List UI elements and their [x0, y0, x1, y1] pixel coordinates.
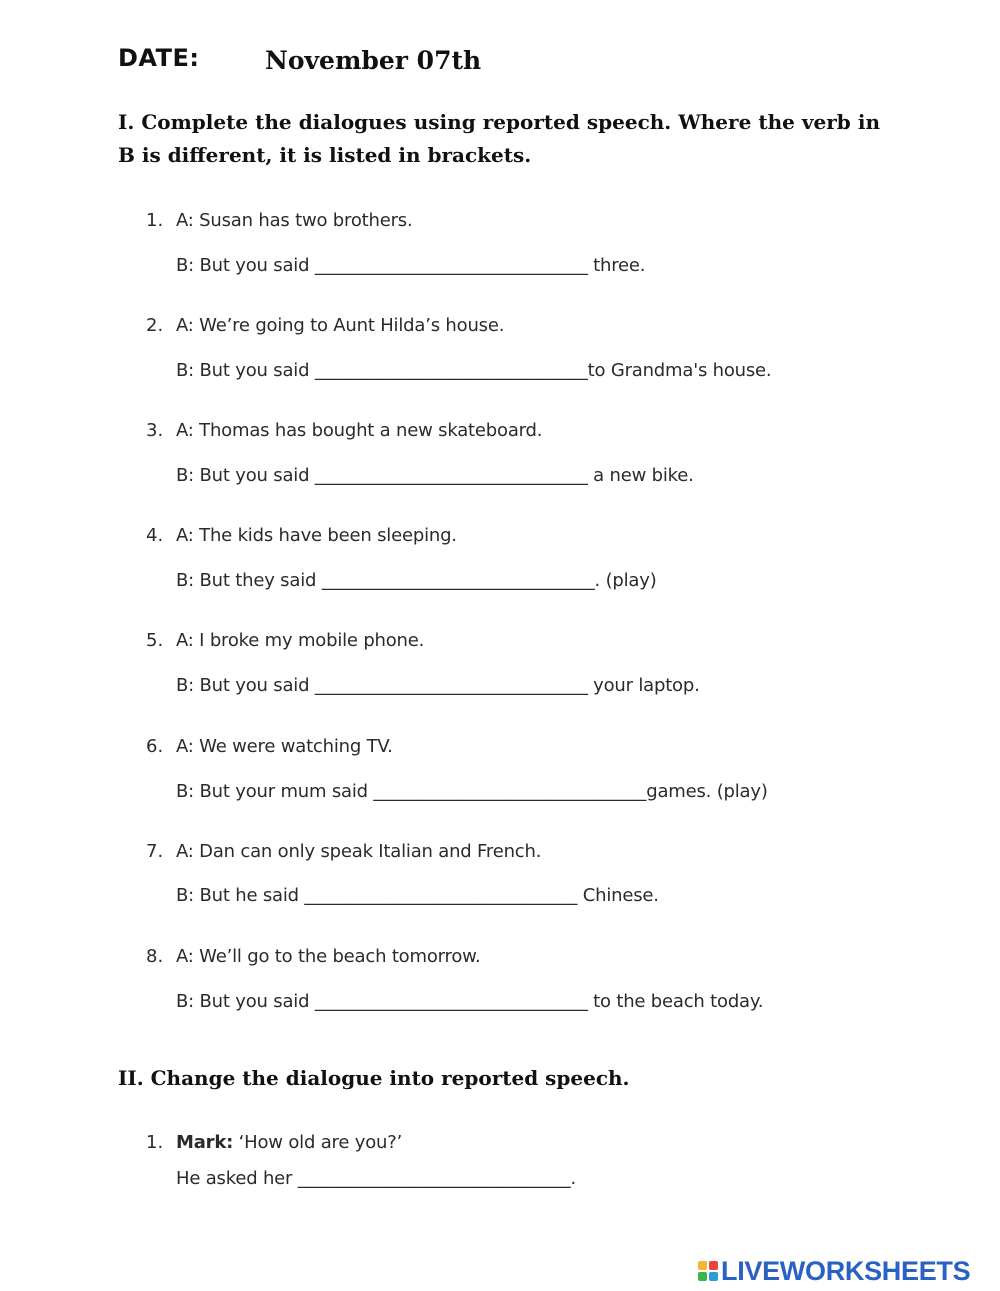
item-4-number: 4.	[146, 525, 164, 546]
item-5-number: 5.	[146, 630, 164, 651]
item-8-number: 8.	[146, 946, 164, 967]
item-1-line-b: B: But you said _______________________________ three.	[176, 255, 646, 276]
item-8-line-b: B: But you said _______________________________ to the beach today.	[176, 991, 764, 1012]
item-7-line-a: A: Dan can only speak Italian and French.	[176, 841, 542, 862]
liveworksheets-logo	[698, 1256, 970, 1286]
item-1-number: 1.	[146, 210, 164, 231]
item-6-line-b: B: But your mum said _______________________________games. (play)	[176, 781, 768, 802]
section-2-heading: II. Change the dialogue into reported speech.	[118, 1066, 630, 1090]
section-2-item-1-line-a	[176, 1132, 402, 1153]
item-3-line-a: A: Thomas has bought a new skateboard.	[176, 420, 543, 441]
item-5-line-b: B: But you said _______________________________ your laptop.	[176, 675, 700, 696]
item-2-line-a: A: We’re going to Aunt Hilda’s house.	[176, 315, 505, 336]
item-1-line-a: A: Susan has two brothers.	[176, 210, 413, 231]
section-2-item-1-line-b: He asked her _______________________________.	[176, 1168, 577, 1189]
item-7-number: 7.	[146, 841, 164, 862]
item-4-line-b: B: But they said _______________________________. (play)	[176, 570, 657, 591]
liveworksheets-logo-icon	[698, 1261, 718, 1281]
speaker-quote: ‘How old are you?’	[233, 1132, 403, 1153]
speaker-name: Mark:	[176, 1132, 234, 1153]
item-6-number: 6.	[146, 736, 164, 757]
item-3-line-b: B: But you said _______________________________ a new bike.	[176, 465, 694, 486]
section-2-item-1-number: 1.	[146, 1132, 164, 1153]
item-4-line-a: A: The kids have been sleeping.	[176, 525, 457, 546]
item-8-line-a: A: We’ll go to the beach tomorrow.	[176, 946, 481, 967]
date-label: DATE:	[118, 44, 200, 72]
section-1-heading: I. Complete the dialogues using reported speech. Where the verb in B is different, it is listed in brackets.	[118, 110, 880, 167]
item-3-number: 3.	[146, 420, 164, 441]
date-value: November 07th	[265, 46, 482, 75]
item-2-line-b: B: But you said _______________________________to Grandma's house.	[176, 360, 772, 381]
item-7-line-b: B: But he said _______________________________ Chinese.	[176, 885, 659, 906]
item-2-number: 2.	[146, 315, 164, 336]
item-6-line-a: A: We were watching TV.	[176, 736, 393, 757]
item-5-line-a: A: I broke my mobile phone.	[176, 630, 425, 651]
logo-text: LIVEWORKSHEETS	[721, 1255, 971, 1286]
